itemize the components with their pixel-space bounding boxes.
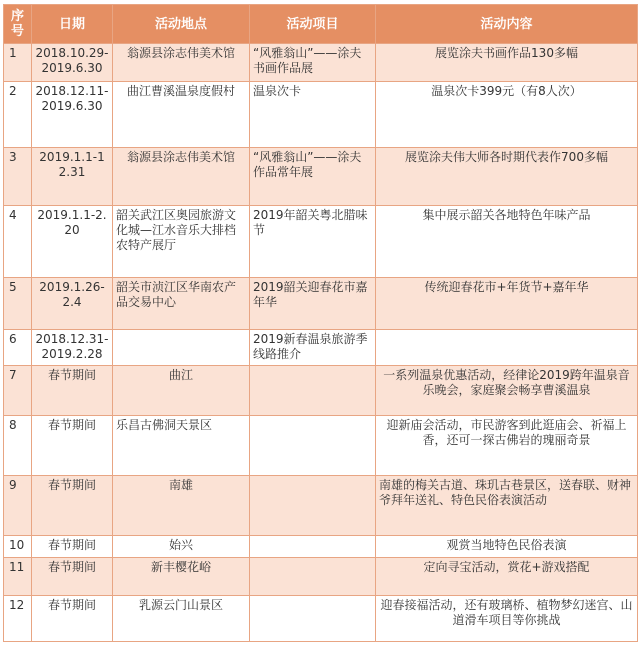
row-place: 乳源云门山景区 <box>113 596 250 642</box>
table-row <box>4 330 638 366</box>
table-row <box>4 278 638 330</box>
row-no: 8 <box>4 416 32 476</box>
table-row <box>4 596 638 642</box>
row-place: 翁源县涂志伟美术馆 <box>113 148 250 206</box>
row-no: 1 <box>4 44 32 82</box>
row-content: 南雄的梅关古道、珠玑古巷景区，送春联、财神爷拜年送礼、特色民俗表演活动 <box>376 476 638 536</box>
table-row <box>4 82 638 148</box>
table-row <box>4 558 638 596</box>
table-row <box>4 366 638 416</box>
header-content: 活动内容 <box>376 5 638 44</box>
row-project: “风雅翁山”——涂夫作品常年展 <box>250 148 376 206</box>
row-date: 2019.1.26-2.4 <box>32 278 113 330</box>
row-project <box>250 596 376 642</box>
row-content: 展览涂夫伟大师各时期代表作700多幅 <box>376 148 638 206</box>
row-project <box>250 558 376 596</box>
row-project <box>250 536 376 558</box>
table-row <box>4 206 638 278</box>
row-date: 2019.1.1-2.20 <box>32 206 113 278</box>
row-no: 3 <box>4 148 32 206</box>
table-row <box>4 536 638 558</box>
activity-table <box>3 4 638 642</box>
row-place <box>113 330 250 366</box>
row-no: 4 <box>4 206 32 278</box>
row-place: 南雄 <box>113 476 250 536</box>
row-project <box>250 476 376 536</box>
row-content: 迎新庙会活动，市民游客到此逛庙会、祈福上香，还可一探古佛岩的瑰丽奇景 <box>376 416 638 476</box>
row-place: 韶关武江区奥园旅游文化城—江水音乐大排档农特产展厅 <box>113 206 250 278</box>
row-date: 春节期间 <box>32 558 113 596</box>
row-project: 温泉次卡 <box>250 82 376 148</box>
row-no: 11 <box>4 558 32 596</box>
row-no: 9 <box>4 476 32 536</box>
row-content: 传统迎春花市+年货节+嘉年华 <box>376 278 638 330</box>
row-no: 6 <box>4 330 32 366</box>
row-content: 一系列温泉优惠活动，经律论2019跨年温泉音乐晚会，家庭聚会畅享曹溪温泉 <box>376 366 638 416</box>
row-date: 春节期间 <box>32 416 113 476</box>
header-place: 活动地点 <box>113 5 250 44</box>
row-no: 7 <box>4 366 32 416</box>
row-project: 2019新春温泉旅游季线路推介 <box>250 330 376 366</box>
table-row <box>4 416 638 476</box>
header-date: 日期 <box>32 5 113 44</box>
row-project: “风雅翁山”——涂夫书画作品展 <box>250 44 376 82</box>
row-date: 2018.12.31-2019.2.28 <box>32 330 113 366</box>
row-date: 春节期间 <box>32 366 113 416</box>
row-no: 5 <box>4 278 32 330</box>
table-row <box>4 476 638 536</box>
row-content: 集中展示韶关各地特色年味产品 <box>376 206 638 278</box>
row-date: 2018.10.29-2019.6.30 <box>32 44 113 82</box>
row-content: 迎春接福活动，还有玻璃桥、植物梦幻迷宫、山道滑车项目等你挑战 <box>376 596 638 642</box>
row-date: 春节期间 <box>32 536 113 558</box>
row-no: 10 <box>4 536 32 558</box>
row-place: 新丰樱花峪 <box>113 558 250 596</box>
row-content: 定向寻宝活动，赏花+游戏搭配 <box>376 558 638 596</box>
header-row <box>4 5 638 44</box>
row-place: 乐昌古佛洞天景区 <box>113 416 250 476</box>
row-project: 2019韶关迎春花市嘉年华 <box>250 278 376 330</box>
row-project <box>250 366 376 416</box>
row-place: 曲江曹溪温泉度假村 <box>113 82 250 148</box>
row-place: 曲江 <box>113 366 250 416</box>
row-content: 观赏当地特色民俗表演 <box>376 536 638 558</box>
row-date: 2018.12.11-2019.6.30 <box>32 82 113 148</box>
row-content <box>376 330 638 366</box>
row-date: 春节期间 <box>32 596 113 642</box>
row-date: 2019.1.1-12.31 <box>32 148 113 206</box>
row-no: 12 <box>4 596 32 642</box>
row-place: 翁源县涂志伟美术馆 <box>113 44 250 82</box>
row-place: 韶关市浈江区华南农产品交易中心 <box>113 278 250 330</box>
row-place: 始兴 <box>113 536 250 558</box>
header-no: 序号 <box>4 5 32 44</box>
row-no: 2 <box>4 82 32 148</box>
row-date: 春节期间 <box>32 476 113 536</box>
row-project <box>250 416 376 476</box>
row-project: 2019年韶关粤北腊味节 <box>250 206 376 278</box>
row-content: 展览涂夫书画作品130多幅 <box>376 44 638 82</box>
header-project: 活动项目 <box>250 5 376 44</box>
table-row <box>4 44 638 82</box>
row-content: 温泉次卡399元（有8人次） <box>376 82 638 148</box>
table-row <box>4 148 638 206</box>
